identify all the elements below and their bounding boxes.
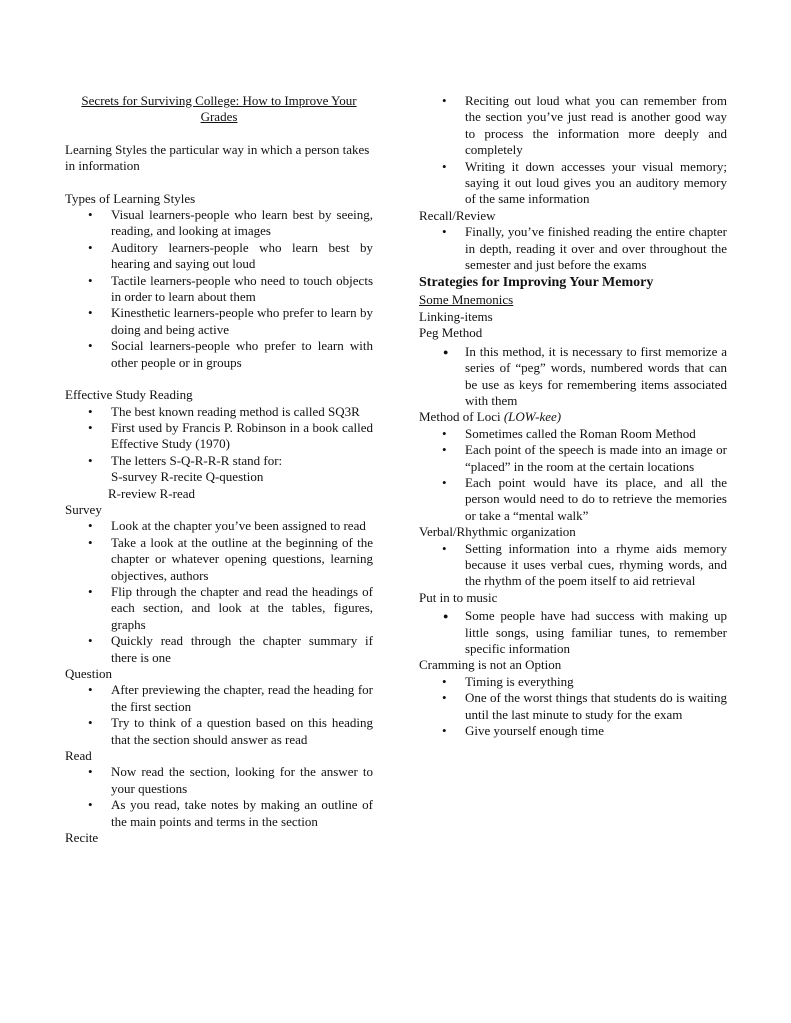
list-item: • Social learners-people who prefer to learn with other people or in groups bbox=[65, 338, 373, 371]
list-item: • Quickly read through the chapter summary if there is one bbox=[65, 633, 373, 666]
survey-heading: Survey bbox=[65, 501, 102, 517]
list-item: • First used by Francis P. Robinson in a book called Effective Study (1970) bbox=[65, 420, 373, 453]
peg-heading: Peg Method bbox=[419, 325, 483, 341]
survey-list bbox=[65, 518, 373, 666]
left-column bbox=[65, 93, 373, 846]
strategies-heading: Strategies for Improving Your Memory bbox=[419, 275, 654, 291]
list-item: • After previewing the chapter, read the heading for the first section bbox=[65, 682, 373, 715]
loci-heading-text: Method of Loci bbox=[419, 409, 501, 425]
effective-list bbox=[65, 404, 373, 486]
letters-line-2: R-review R-read bbox=[108, 485, 195, 501]
list-item: ● Some people have had success with making up little songs, using familiar tunes, to remember specific information bbox=[419, 608, 727, 657]
types-list bbox=[65, 207, 373, 371]
right-column bbox=[419, 93, 727, 739]
list-item: • Writing it down accesses your visual memory; saying it out loud gives you an auditory memory of the same information bbox=[419, 159, 727, 208]
list-item bbox=[65, 453, 373, 486]
list-item: • Take a look at the outline at the beginning of the chapter or whatever opening questions, learning objectives, authors bbox=[65, 535, 373, 584]
list-item: • Flip through the chapter and read the headings of each section, and look at the tables, figures, graphs bbox=[65, 584, 373, 633]
list-item: • Finally, you’ve finished reading the entire chapter in depth, reading it over and over throughout the semester and just before the exams bbox=[419, 224, 727, 273]
document-title: Secrets for Surviving College: How to Improve Your Grades bbox=[81, 93, 357, 125]
list-item: • The best known reading method is called SQ3R bbox=[65, 404, 373, 420]
list-item: • Give yourself enough time bbox=[419, 723, 727, 739]
types-heading: Types of Learning Styles bbox=[65, 190, 196, 206]
learning-styles-definition: Learning Styles the particular way in which a person takes in information bbox=[65, 141, 370, 174]
recall-list bbox=[419, 224, 727, 273]
list-item: • Visual learners-people who learn best by seeing, reading, and looking at images bbox=[65, 207, 373, 240]
music-list bbox=[419, 608, 727, 657]
verbal-list bbox=[419, 541, 727, 590]
loci-list bbox=[419, 426, 727, 524]
recite-heading: Recite bbox=[65, 830, 99, 846]
read-list bbox=[65, 764, 373, 830]
list-item: ● In this method, it is necessary to first memorize a series of “peg” words, numbered words that can be use as keys for remembering items associated with them bbox=[419, 344, 727, 410]
recall-heading: Recall/Review bbox=[419, 207, 496, 223]
read-heading: Read bbox=[65, 748, 92, 764]
letters-line-1: S-survey R-recite Q-question bbox=[111, 469, 264, 485]
list-item: • Now read the section, looking for the answer to your questions bbox=[65, 764, 373, 797]
list-item: • Setting information into a rhyme aids memory because it uses verbal cues, rhyming words, and the rhythm of the poem itself to aid retrieval bbox=[419, 541, 727, 590]
list-item: • As you read, take notes by making an outline of the main points and terms in the section bbox=[65, 797, 373, 830]
cramming-list bbox=[419, 674, 727, 740]
list-item: • Timing is everything bbox=[419, 674, 727, 690]
list-item: • Kinesthetic learners-people who prefer to learn by doing and being active bbox=[65, 305, 373, 338]
verbal-heading: Verbal/Rhythmic organization bbox=[419, 524, 576, 540]
linking-items: Linking-items bbox=[419, 308, 493, 324]
list-item: • Look at the chapter you’ve been assigned to read bbox=[65, 518, 373, 534]
list-item: • Reciting out loud what you can remember from the section you’ve just read is another good way to process the information more deeply and completely bbox=[419, 93, 727, 159]
list-item: • Try to think of a question based on this heading that the section should answer as read bbox=[65, 715, 373, 748]
loci-heading bbox=[419, 409, 727, 425]
mnemonics-heading: Some Mnemonics bbox=[419, 292, 514, 308]
loci-pronunciation: (LOW-kee) bbox=[503, 409, 562, 425]
cramming-heading: Cramming is not an Option bbox=[419, 657, 562, 673]
list-item: • Each point would have its place, and all the person would need to do to retrieve the memories or take a “mental walk” bbox=[419, 475, 727, 524]
list-item: • Auditory learners-people who learn best by hearing and saying out loud bbox=[65, 240, 373, 273]
list-item: • One of the worst things that students do is waiting until the last minute to study for the exam bbox=[419, 690, 727, 723]
question-heading: Question bbox=[65, 666, 112, 681]
effective-heading: Effective Study Reading bbox=[65, 387, 193, 403]
question-list bbox=[65, 682, 373, 748]
letters-intro: • The letters S-Q-R-R-R stand for: bbox=[111, 452, 283, 468]
list-item: • Tactile learners-people who need to touch objects in order to learn about them bbox=[65, 273, 373, 306]
music-heading: Put in to music bbox=[419, 589, 498, 605]
recite-list bbox=[419, 93, 727, 208]
peg-list bbox=[419, 344, 727, 410]
list-item: • Sometimes called the Roman Room Method bbox=[419, 426, 727, 442]
list-item: • Each point of the speech is made into an image or “placed” in the room at the certain locations bbox=[419, 442, 727, 475]
